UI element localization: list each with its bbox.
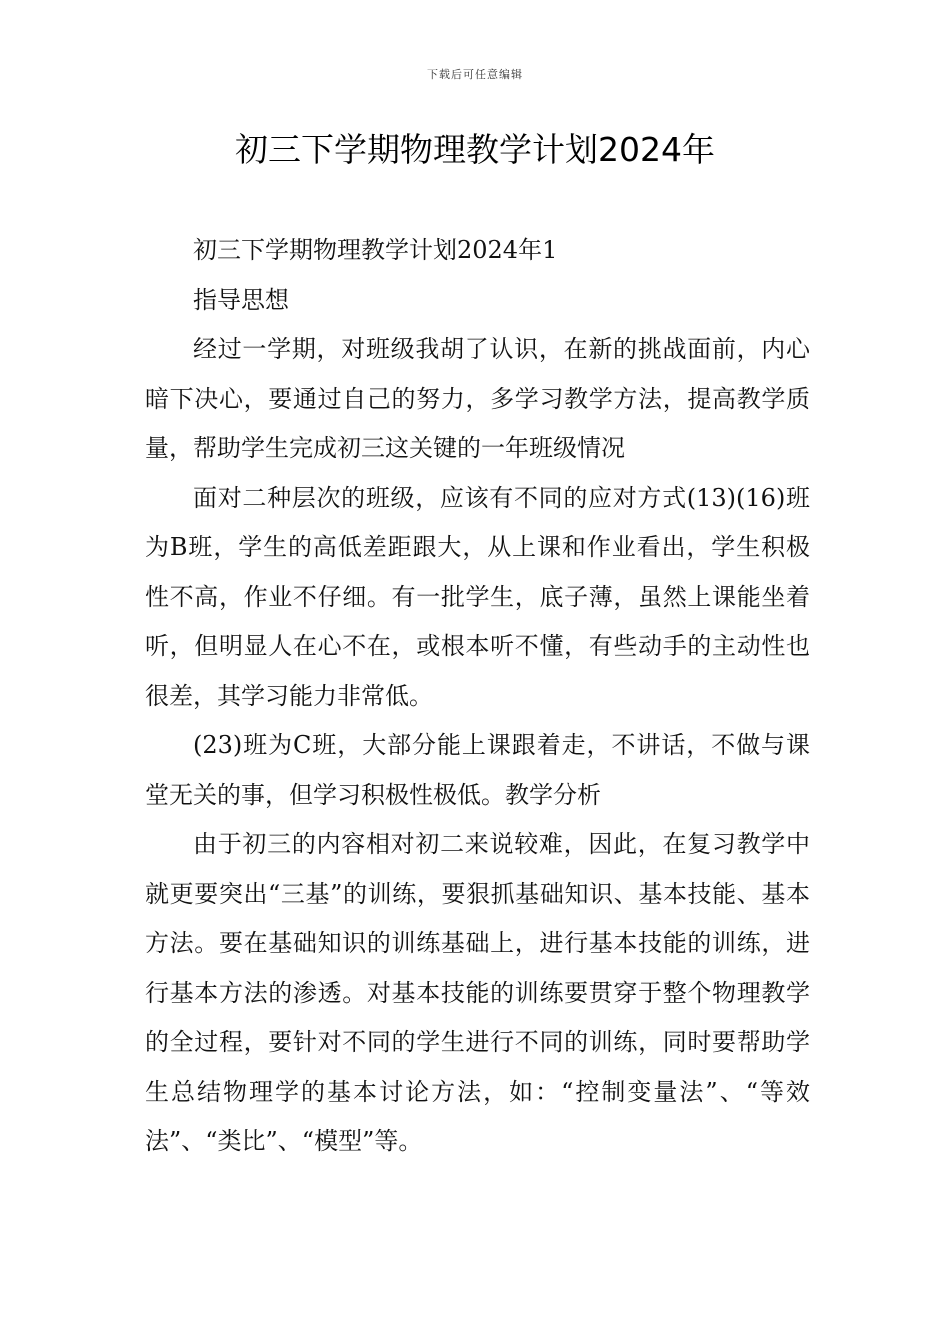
subtitle-paragraph: 初三下学期物理教学计划2024年1 — [193, 236, 558, 264]
body-paragraph: 由于初三的内容相对初二来说较难，因此，在复习教学中就更要突出“三基”的训练，要狠抓基础知识、基本技能、基本方法。要在基础知识的训练基础上，进行基本技能的训练，进行基本方法的渗透。对基本技能的训练要贯穿于整个物理教学的全过程，要针对不同的学生进行不同的训练，同时要帮助学生总结物理学的基本讨论方法，如：“控制变量法”、“等效法”、“类比”、“模型”等。 — [145, 830, 810, 1155]
document-body — [145, 226, 810, 1167]
body-paragraph: 经过一学期，对班级我胡了认识，在新的挑战面前，内心暗下决心，要通过自己的努力，多学习教学方法，提高教学质量，帮助学生完成初三这关键的一年班级情况 — [145, 335, 810, 462]
page-header-note: 下载后可任意编辑 — [427, 68, 523, 81]
section-heading-guiding-ideas: 指导思想 — [193, 285, 289, 314]
document-title: 初三下学期物理教学计划2024年 — [235, 130, 715, 169]
body-paragraph: 面对二种层次的班级，应该有不同的应对方式(13)(16)班为B班，学生的高低差距跟大，从上课和作业看出，学生积极性不高，作业不仔细。有一批学生，底子薄，虽然上课能坐着听，但明显人在心不在，或根本听不懂，有些动手的主动性也很差，其学习能力非常低。 — [145, 483, 810, 710]
body-paragraph: (23)班为C班，大部分能上课跟着走，不讲话，不做与课堂无关的事，但学习积极性极低。教学分析 — [145, 731, 810, 809]
